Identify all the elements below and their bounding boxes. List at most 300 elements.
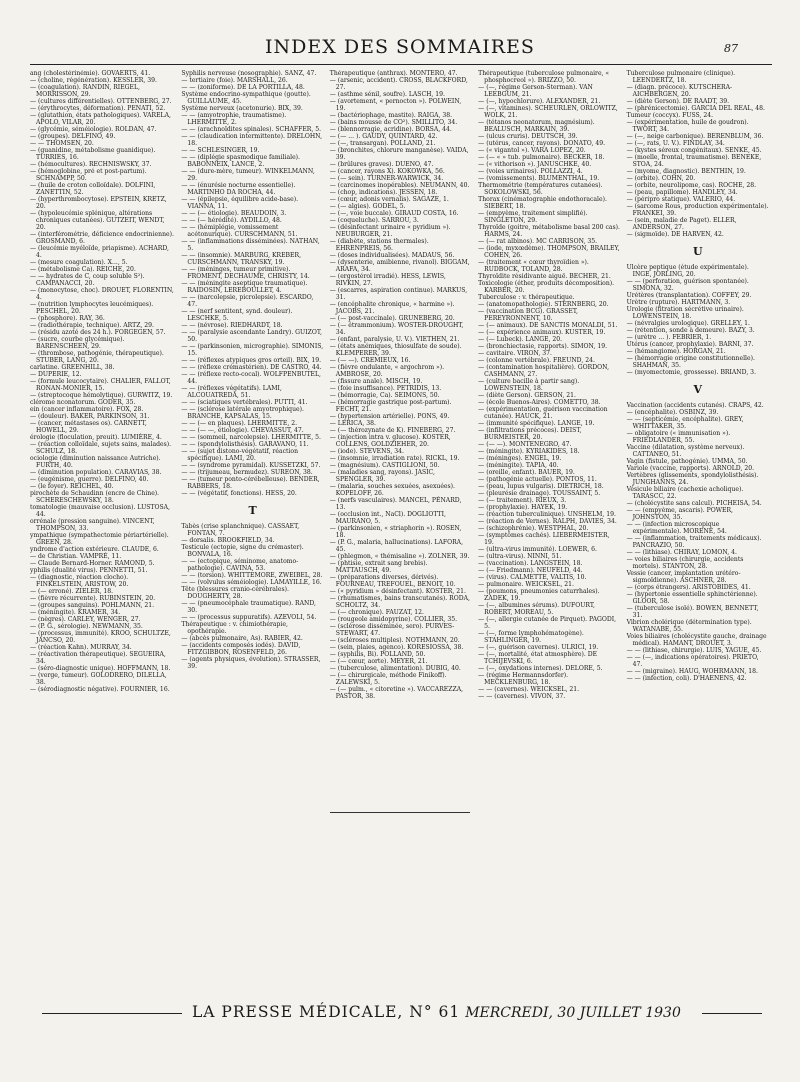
index-entry: — (cancer, métastases os). CARNETT, HOWELL, 29. (30, 420, 147, 434)
index-entry: Tumeur (coccyx). FUSS, 24. (626, 112, 714, 119)
index-entry: — — (insomnie). MARBURG, KREBER, CURSCHMANN, TRANSKY, 19. (181, 252, 302, 266)
index-entry: Toxicologie (éther, produits décomposition). KARBER, 20. (478, 280, 615, 294)
index-entry: Thermométrie (températures cutanées). SOKOLOWSKI, 56. (478, 182, 603, 196)
index-entry: — (hémorragie origine constitutionnelle). SHAHMAN, 35. (626, 355, 755, 369)
index-entry: — — (spondylolisthésis). GARAVANO, 11. (181, 441, 309, 448)
index-entry: — (méningite). KRAMER, 34. (30, 609, 121, 616)
index-entry: — (diète Gerson). GERSON, 21. (478, 392, 576, 399)
index-entry: — (— pulm., « citoretine »). VACCAREZZA, PASTOR, 38. (329, 686, 464, 700)
index-entry: — (douleur). BAKER, PARKINSON, 31. (30, 413, 150, 420)
index-entry: — (arsenic, accident). CROSS, BLACKFORD, 27. (329, 77, 468, 91)
section-letter: T (248, 504, 257, 517)
index-entry: — (érythrocytes, déformation). PENATI, 52. (30, 105, 166, 112)
index-entry: — (P. G., malaria, hallucinations). LAFORA, 45. (329, 539, 464, 553)
index-entry: pirochète de Schaudinn (encre de Chine). SCHERESCHEWSKY, 18. (30, 490, 160, 504)
index-entry: — cavitaire. VIRON, 37. (478, 350, 552, 357)
index-entry: — (—, vitamines). SCHEURLEN, ORLOWITZ, WOLK, 21. (478, 105, 618, 119)
index-entry: — (escarres, aspiration continue). MARKUS, 31. (329, 287, 468, 301)
index-entry: — — (dure-mère, tumeur). WINKELMANN, 29. (181, 168, 315, 182)
index-entry: — (hémoglobine, pré et post-partum). SCHNAMPP, 50. (30, 168, 147, 182)
index-entry: — (chop, indications). JESSEN, 18. (329, 189, 438, 196)
index-entry: — (régime Hermannsdorfer). MECKLENBURG, 18. (478, 672, 569, 686)
footer-rule-right (702, 1013, 762, 1014)
index-entry: — — (tumeur ponto-cérébelleuse). BENDER, RABBERS, 18. (181, 476, 320, 490)
index-column-5 (624, 70, 772, 798)
index-entry: tomatologie (mauvaise occlusion). LUSTOSA, 44. (30, 504, 170, 518)
index-entry: — (formule leucocytaire). CHALIER, FALLOT, RONAN-MONIER, 15. (30, 378, 171, 392)
index-entry: — (contamination hospitalière). GORDON, CASHMANN, 27. (478, 364, 610, 378)
index-entry: — (anatomopathologie). STERNBERG, 20. (478, 301, 609, 308)
index-entry: — (agents physiques, évolution). STRASSER, 39. (181, 656, 321, 670)
index-entry: — (blennorragie, acridine). BORSA, 44. (329, 126, 452, 133)
index-entry: — (— chronique). FAUZAT, 12. (329, 609, 424, 616)
index-entry: — (asthme sénil, soufre). LASCH, 19. (329, 91, 445, 98)
index-entry: — (iode). STEVENS, 34. (329, 448, 404, 455)
index-entry: — — (réflexes végétatifs). LAMI, ALCOUATREDA, 51. (181, 385, 282, 399)
index-entry: — (foie insuffisance). PETRIDIS, 13. (329, 385, 442, 392)
index-entry: — (cultures différentielles). OTTENBERG, 27. (30, 98, 172, 105)
index-entry: — (tuberculose, alimentation). DUBIG, 40. (329, 665, 461, 672)
index-entry: — (syphilis, Bi). POLLAND, 50. (329, 651, 426, 658)
index-entry: — — (septicémie, encéphalite). GREY, WHITTAKER, 35. (626, 416, 744, 430)
index-column-4 (475, 70, 623, 798)
index-entry: — (—, forme lymphohématogène). STAHLINGER, 19. (478, 630, 584, 644)
index-entry: — (expérimentation, huile de goudron). TWORT, 34. (626, 119, 749, 133)
index-entry: — (—, albumines sérums). DUFOURT, ROBERT, MOREAU, 5. (478, 602, 595, 616)
index-entry: — (encéphalite). OSBINZ, 39. (626, 409, 719, 416)
index-entry: Vaccine (dilatation, système nerveux). CATTANEO, 51. (626, 444, 745, 458)
index-entry: — (— —). CREMIEUX, 16. (329, 357, 411, 364)
index-entry: — (rétention, sonde à demeure). BAZY, 3. (626, 327, 755, 334)
index-entry: Tuberculose : v. thérapeutique. (478, 294, 575, 301)
index-entry: — (virus). CALMETTE, VALTIS, 10. (478, 574, 587, 581)
footer-rule-left (42, 1013, 182, 1014)
index-entry: — (— —). MONTENEGRO, 47. (478, 441, 572, 448)
index-entry: — (— post-vaccinale). GRUNEBERG, 20. (329, 315, 455, 322)
index-entry: Vaccination (accidents cutanés). CRAPS, 42. (626, 402, 764, 409)
index-entry: — (— expérience animaux). KUSTER, 19. (478, 329, 606, 336)
index-entry: — — (pneumocéphale traumatique). RAND, 30. (181, 600, 316, 614)
index-entry: — (insomnie, irradiation rate). RICKL, 19. (329, 455, 460, 462)
index-entry: — (traitement « cœur thyroïdien »). RUDBOCK, TOLAND, 28. (478, 259, 589, 273)
index-entry: — (bactériophage, mastite). RAIGA, 38. (329, 112, 453, 119)
index-entry: — (myome, diagnostic). BENTHIN, 19. (626, 168, 746, 175)
index-entry: — tertiaire (foie). MARSHALL, 26. (181, 77, 288, 84)
index-entry: — (doses individualisées). MADAUS, 56. (329, 252, 455, 259)
index-entry: — (verge, tumeur). GOLODRERO, DILELLA, 38. (30, 672, 167, 686)
index-entry: — (fièvre récurrente). RUBINSTEIN, 20. (30, 595, 156, 602)
index-entry: — (tétanos neonatorum, magnésium). BEALUSCH, MARKAIN, 39. (478, 119, 595, 133)
index-entry: — (hémorragie gastrique post-partum). FECHT, 21. (329, 399, 452, 413)
index-entry: orrénale (pression sanguine). VINCENT, THOMPSON, 33. (30, 518, 155, 532)
index-entry: — (moelle, frontal, traumatisme). BENEKE, STOA, 24. (626, 154, 762, 168)
index-entry: — (résidu azoté des 24 h.). FORGEGEN, 57. (30, 329, 166, 336)
index-entry: — (maladies sang, rayons). JASIC, SPENGLER, 39. (329, 469, 435, 483)
index-entry: — — (syndrome pyramidal). KUSSETZKI, 57. (181, 462, 321, 469)
index-entry: — (guanidine, métabolisme guanidique). TURRIES, 16. (30, 147, 156, 161)
section-divider (330, 812, 470, 813)
index-entry: — (sclérose disséminée, sero). PURVES-STEWART, 47. (329, 623, 455, 637)
index-entry: — — (énurésie nocturne essentielle). MARTINHO DA ROCHA, 44. (181, 182, 296, 196)
index-entry: — (iode, myxœdème). THOMPSON, BRAILEY, COHEN, 26. (478, 245, 620, 259)
index-entry: Urètre (rupture). HARTMANN, 3. (626, 299, 731, 306)
index-entry: — (« vigantol »). VARA LOPEZ, 20. (478, 147, 586, 154)
index-entry: ein (cancer inflammatoire). FOX, 28. (30, 406, 144, 413)
index-entry: — (hémorragie, Ca). SEIMONS, 50. (329, 392, 440, 399)
index-entry: — — (volvulus séméiologie). LAMAYILLE, 16. (181, 579, 322, 586)
page-header (0, 34, 800, 64)
index-entry: Vésicule biliaire (cachexie acholique). TARASCC, 22. (626, 486, 744, 500)
index-entry: Urétères (transplantation). COFFEY, 29. (626, 292, 752, 299)
index-entry: — (« pyridium » désinfectant). KOSTER, 21. (329, 588, 466, 595)
index-entry: — (états anémiques, thiosulfate de soude). KLEMPERER, 39. (329, 343, 462, 357)
index-entry: — (—, régime Gerson-Sterman). VAN LEEBGUM, 21. (478, 84, 593, 98)
index-entry: — — (sciatiques vertébrales). PUTTI, 41. (181, 399, 308, 406)
index-entry: — (séro-diagnostic unique). HOFFMANN, 18. (30, 665, 171, 672)
index-entry: — (— « » tub. pulmonaire). BECKER, 18. (478, 154, 605, 161)
index-entry: — (coqueluche). SARROU, 3. (329, 217, 419, 224)
index-entry: — (fissure anale). MISCH, 19. (329, 378, 423, 385)
index-entry: — (injection intra v. glucose). KOSTER, COLLENS, GOLDZIEHER, 20. (329, 434, 451, 448)
index-entry: — (occlusion int., NaCl). DOGLIOTTI, MAURANO, 5. (329, 511, 446, 525)
index-columns (30, 70, 772, 798)
index-entry: — — (hémiplégie, vomissement acétonurique). CURSCHMANN, 51. (181, 224, 298, 238)
index-entry: — (—, neige carbonique). BERENBLUM, 36. (626, 133, 764, 140)
index-entry: — — (sommeil, narcolepsie). LHERMITTE, 5. (181, 434, 321, 441)
index-entry: — (mesure coagulation). X..., 5. (30, 259, 128, 266)
index-entry: — (tuberculose isolé). BOWEN, BENNETT, 31. (626, 605, 759, 619)
index-entry: — (vaccination BCG). GRASSET, PEREYRONNENT, 10. (478, 308, 578, 322)
index-entry: — (expérimentation, guérison vaccination cutanée). HAUCK, 21. (478, 406, 608, 420)
index-entry: — (— ... ). GAUDY, QUINTARD, 42. (329, 133, 438, 140)
index-entry: — — (torsion). WHITTEMORE, ZWEIBEL, 28. (181, 572, 323, 579)
index-entry: — (empyème, traitement simplifié). SINGLETON, 29. (478, 210, 588, 224)
section-letter: V (693, 383, 703, 396)
index-entry: — pulmonaire. WEICKSEL, 21. (478, 581, 574, 588)
index-entry: — — THOMSEN, 20. (30, 140, 94, 147)
index-entry: — (— étrammonium). WOSTER-DROUGHT, 34. (329, 322, 464, 336)
index-entry: — (—, voie buccale). GIRAUD COSTA, 16. (329, 210, 459, 217)
index-entry: ympathique (sympathectomie périartérielle). GREEN, 28. (30, 532, 169, 546)
index-entry: — (monocytose, choc). DROUET, FLORENTIN, 4. (30, 287, 174, 301)
index-entry: — (voies urinaires). POLLAZZI, 4. (478, 168, 583, 175)
index-entry: — (avortement, « pernocton »). POLWEIN, 19. (329, 98, 462, 112)
index-entry: — — (arachnoïdites spinales). SCHAFFER, 5. (181, 126, 322, 133)
index-entry: — (malaria, souches sexuées, asexuées). KOPELOFF, 26. (329, 483, 455, 497)
index-column-2 (178, 70, 326, 798)
index-entry: Voies biliaires (cholécystite gauche, drainage médical). HAMANT, DROUET, 3. (626, 633, 767, 647)
index-entry: ang (cholestérinémie). GOVAERTS, 41. (30, 70, 151, 77)
index-entry: — (groupes sanguins). POHLMANN, 21. (30, 602, 155, 609)
index-entry: — (diagnostic, réaction clocho). FINKELSTEIN, ARISTOW, 20. (30, 574, 129, 588)
index-entry: Tête (blessures cranio-cérébrales). DOUGHERTY, 28. (181, 586, 289, 600)
index-entry: — (—, guérison cavernes). ULRICI, 19. (478, 644, 599, 651)
index-entry: — — (diplégie spasmodique familiale). BABONNEIX, LANCE, 2. (181, 154, 300, 168)
index-entry: — (—, rats, U. V.). FINDLAY, 34. (626, 140, 725, 147)
index-entry: — — (— étiologie). BEAUDOIN, 3. (181, 210, 287, 217)
index-entry: — (sérodiagnostic négative). FOURNIER, 16. (30, 686, 170, 693)
index-entry: — (schizophrénie). WESTPHAL, 20. (478, 525, 589, 532)
index-entry: — (hémocultures). RECHNISWSKY, 37. (30, 161, 152, 168)
index-entry: — (oreille, enfant). BAUER, 19. (478, 469, 575, 476)
index-entry: — (bronchites, chlorure manganèse). VAIDA, 39. (329, 147, 469, 161)
index-entry: — (magnésium). CASTIGLIONI, 50. (329, 462, 440, 469)
index-entry: — — hydrates de C, coup soluble S²). CAMPANACCI, 20. (30, 273, 145, 287)
index-entry: — — (sclérose latérale amyotrophique). BRANCHE, KAPSALAS, 15. (181, 406, 304, 420)
index-entry: Utérus (cancer, prophylaxie). BARNI, 37. (626, 341, 754, 348)
index-entry: — (sigmoïde). DE HARVEN, 42. (626, 231, 724, 238)
index-entry: — dorsalis. BROOKFIELD, 34. (181, 537, 275, 544)
index-entry: — (symptômes cachés). LIEBERMEISTER, 19. (478, 532, 610, 546)
index-entry: Vessie (cancer, implantation urétéro-sigmoïdienne). ASCHNER, 28. (626, 570, 741, 584)
index-entry: — (ulcus cruris). DEUTSCH, 39. (478, 133, 578, 140)
index-entry: — (hypertension artérielle). PONS, 49. (329, 413, 450, 420)
index-entry: — (urètre ... ). FEBRIER, 1. (626, 334, 712, 341)
index-entry: — — (névrose). RIEDHARDT, 18. (181, 322, 283, 329)
index-entry: — (névralgies urologique). GRELLEY, 1. (626, 320, 750, 327)
index-entry: — — (infection, coli). D'HAENENS, 42. (626, 675, 747, 682)
index-entry: — (enfant, paralysie, U. V.). VIETHEN, 21. (329, 336, 460, 343)
index-entry: — (diminution population). CARAVIAS, 38. (30, 469, 162, 476)
index-entry: Vagin (fistule, pathogénie). UMMA, 50. (626, 458, 748, 465)
index-entry: — (vomissements). BLUMENTHAL, 19. (478, 175, 600, 182)
index-entry: — (rhumatismes, bains transcutanés). RODA, SCHOLTZ, 34. (329, 595, 470, 609)
index-entry: — (glycémie, séméiologie). ROLDAN, 47. (30, 126, 157, 133)
index-entry: — (coagulation). RANDIN, RIEGEL, MORRISSON, 29. (30, 84, 140, 98)
index-entry: — (— chirurgicale, méthode Finikoff). ZALEWSKI, 5. (329, 672, 447, 686)
index-entry: — — (trijumeau, bermudez). SUREON, 38. (181, 469, 313, 476)
index-entry: — — (— en plaques). LHERMITTE, 2. (181, 420, 298, 427)
index-entry: — (fièvre ondulante, « argochrom »). AMBROSE, 20. (329, 364, 445, 378)
index-column-1 (30, 70, 178, 798)
index-entry: Thyroïdite résidivante aiguë. BECHER, 21. (478, 273, 611, 280)
index-entry: — DUPERIE, 12. (30, 371, 82, 378)
index-entry: — — (infection microscopique expérimentale). MORENE, 54. (626, 521, 727, 535)
index-entry: — (réactivation thérapeutique). SEGUEIRA, 34. (30, 651, 166, 665)
index-entry: — (—, mortalité, état atmosphère). DE TCHIJEVSKI, 6. (478, 651, 598, 665)
index-entry: — — (cavernes). WEICKSEL, 21. (478, 686, 580, 693)
index-entry: Variole (vaccine, rapports). ARNOLD, 20. (626, 465, 755, 472)
index-entry: — (cholécystite sans calcul). PICHEISA, 54. (626, 500, 762, 507)
index-entry: — (huile de croton colloïdale). DOLFINI, ZANETTIN, 52. (30, 182, 156, 196)
index-entry: — — (lithiase, chirurgie). LUIS, YAGUE, 45. (626, 647, 762, 654)
index-entry: — (diagn. précoce). KUTSCHERA-AICHBERGEN, 20. (626, 84, 733, 98)
index-entry: — (cœur, adonis vernalis). SAGAZE, 1. (329, 196, 449, 203)
index-entry: — (méninges). ENGEL, 19. (478, 455, 562, 462)
index-entry: — (glutathion, états pathologiques). VARELA, APOLO, VILAR, 20. (30, 112, 171, 126)
index-entry: — (phosphore). RAY, 36. (30, 315, 105, 322)
index-entry: — (—, allergie cutanée de Pirquet). PAGODI, 5. (478, 616, 617, 630)
index-entry: — (préparations diverses, dérivés). FOURNEAU, TREFOUEL, BENOIT, 10. (329, 574, 456, 588)
index-entry: — (infiltrations précoces). DEIST, BURMEISTER, 20. (478, 427, 582, 441)
index-entry: — — (perforation, guérison spontanée). SIMONA, 32. (626, 278, 749, 292)
index-entry: — obligatoire (« immunisation »). FRIEDLANDER, 55. (626, 430, 731, 444)
index-entry: — — (réflexes atypiques gros orteil). BIX, 19. (181, 357, 322, 364)
index-entry: — (kystes séreux congénitaux). SENKE, 45. (626, 147, 762, 154)
footer-text (192, 1003, 692, 1021)
index-entry: — (processus, immunité). KROO, SCHULTZE, JANCSO, 20. (30, 630, 171, 644)
index-entry: — (— cœur, aorte). MEYER, 21. (329, 658, 428, 665)
index-entry: — (streptocoque hémolytique). GURWITZ, 19. (30, 392, 173, 399)
index-entry: — (interférométrie, déficience endocrinienne). GROSMAND, 6. (30, 231, 174, 245)
index-entry: — (hypoleucémie splénique, altérations chroniques cutanées). GUTZEIT, WENDT, 20. (30, 210, 165, 231)
index-entry: — Claude Bernard-Horner. RAMOND, 5. (30, 560, 155, 567)
index-entry: — (péripro statique). VALERIO, 44. (626, 196, 736, 203)
index-entry: — (brûlures graves). DUENO, 47. (329, 161, 434, 168)
index-entry: — — (végétatif, fonctions). HESS, 20. (181, 490, 297, 497)
index-entry: — (désinfectant urinaire « pyridium »). NEUBURGER, 21. (329, 224, 451, 238)
issue-date: MERCREDI, 30 JUILLET 1930 (465, 1005, 681, 1021)
index-entry: — (orbite, neurolipome, cas). ROCHE, 28. (626, 182, 757, 189)
index-entry: Urologie (fitration sécrétive urinaire). LOWENSTEIN, 18. (626, 306, 744, 320)
journal-name: LA PRESSE MÉDICALE, N° 61 (192, 1003, 461, 1021)
index-entry: ociologie (diminution naissance Autriche). FURTH, 40. (30, 455, 161, 469)
index-entry: — (hyperthrombocytose). EPSTEIN, KRETZ, 20. (30, 196, 167, 210)
index-entry: Thorax (cinématographie endothoracale). SIEBERT, 18. (478, 196, 607, 210)
index-entry: — (le foyer). REICHEL, 40. (30, 483, 114, 490)
index-entry: — (bronchiectasie, rapports). SIMON, 19. (478, 343, 608, 350)
index-entry: — (« vithorison »). JANUSCHKE, 40. (478, 161, 592, 168)
index-entry: — (encéphalite chronique, « harmine »). JACOBS, 21. (329, 301, 455, 315)
index-entry: Thyroïde (goitre, métabolisme basal 200 cas). HARMS, 24. (478, 224, 620, 238)
index-entry: — (abcès pulmonaire, As). RABIER, 42. (181, 635, 303, 642)
index-entry: — — (— hérédité). AYDILLO, 48. (181, 217, 282, 224)
index-entry: — (métabolisme Ca). REICHE, 20. (30, 266, 136, 273)
index-entry: — (nègres). CARLEY, WENGER, 27. (30, 616, 141, 623)
index-entry: — (— Friedmann). NEUFELD, 44. (478, 567, 583, 574)
index-entry: — de Christian. VAMPRÉ, 11. (30, 553, 122, 560)
index-entry: — (corps étrangers). ARISTOBIDES, 41. (626, 584, 751, 591)
index-entry: — (sarcome Rous, production expérimentale). FRANKEI, 39. (626, 203, 769, 217)
index-entry: — (leucémie myéloïde, priapisme). ACHARD, 4. (30, 245, 169, 259)
index-entry: — (immunité spécifique). LANGE, 19. (478, 420, 595, 427)
index-entry: — (diète Gerson). DE RAADT, 39. (626, 98, 730, 105)
index-entry: Vertèbres (glissements, spondylolisthésis). JUNGHANNS, 24. (626, 472, 759, 486)
page-title: INDEX DES SOMMAIRES (265, 36, 535, 58)
index-entry: érologie (floculation, preuit). LUMIÈRE, 4. (30, 434, 162, 441)
index-entry: — — (méninges, tumeur primitive). FROMENT, DECHAUME, CHRISTY, 14. (181, 266, 310, 280)
index-entry: — — (claudication intermittente). DRELOHN, 18. (181, 133, 323, 147)
index-entry: — (nutrition lymphocytes leucémiques). PESCHEL, 20. (30, 301, 154, 315)
index-entry: — (phtisie, extrait sang brebis). MATTAUSCH, 49. (329, 560, 428, 574)
index-entry: — — (réflexe recto-cocal). WOLFPENBUTEL, 44. (181, 371, 321, 385)
index-entry: Vibrion cholérique (détermination type). WATANABE, 55. (626, 619, 752, 633)
index-entry: — LERICA, 38. (329, 420, 376, 427)
index-entry: — (poumons, pneumonies caturrhales). ZADEK, 19. (478, 588, 600, 602)
index-entry: — (dysenterie, amibienne, rivanol). BIGGAM, ARAFA, 34. (329, 259, 470, 273)
index-entry: Syphilis nerveuse (nosographie). SANZ, 47. (181, 70, 317, 77)
index-entry: — (colonne vertébrale). FREUND, 24. (478, 357, 595, 364)
index-entry: yndrome d'action extérieure. CLAUDE, 6. (30, 546, 159, 553)
index-entry: — (vaccination). LANGSTEIN, 18. (478, 560, 583, 567)
index-entry: Système endocrino-sympathique (goutte). GUILLAUME, 45. (181, 91, 311, 105)
index-entry: — — (narcolepsie, picrolepsie). ESCARDO, 47. (181, 294, 314, 308)
index-entry: — — (zoniforme). DE LA PORTILLA, 48. (181, 84, 305, 91)
index-entry: — (prophylaxie). HAYEK, 19. (478, 504, 568, 511)
header-rule (30, 64, 772, 65)
index-entry: — (pleurésie drainage). TOUSSAINT, 5. (478, 490, 601, 497)
index-entry: — (phrénicectomie). GARCIA DEL REAL, 48. (626, 105, 765, 112)
index-entry: — (sucre, courbe glycémique). BARENSCHEEN, 29. (30, 336, 125, 350)
index-entry: — (P. G., sérologie). NEWMANN, 35. (30, 623, 143, 630)
index-entry: Tabès (crise splanchnique). CASSAET, FONTAN, 7. (181, 523, 300, 537)
index-entry: — (choline, régénération). KESSLER, 39. (30, 77, 157, 84)
page-footer (42, 1003, 762, 1043)
index-entry: — (eugénisme, guerre). DELFINO, 40. (30, 476, 149, 483)
index-entry: — (réaction tuberculinique). UNSHELM, 19. (478, 511, 616, 518)
index-entry: — — (paralysie ascendante Landry). GUIZOT, 50. (181, 329, 322, 343)
index-entry: — (scléroses multiples). NOTHMANN, 20. (329, 637, 460, 644)
index-entry: carlatine. GREENHILL, 38. (30, 364, 115, 371)
index-entry: — (phlegmon, « thémisaline »). ZOLNER, 39. (329, 553, 470, 560)
index-entry: — — (amyotrophie, traumatisme). LHERMITTE, 2. (181, 112, 287, 126)
index-entry: — — (sujet distono-végétatif, réaction spécifique). LAMI, 20. (181, 448, 299, 462)
index-entry: — — (parkinsonien, micrographie). SIMONIS, 15. (181, 343, 324, 357)
index-entry: — (— rat albinos). MC CARRISON, 35. (478, 238, 598, 245)
index-entry: — (méningite). TAPIA, 40. (478, 462, 559, 469)
index-entry: — (peau, papillome). HANDLEY, 34. (626, 189, 738, 196)
index-column-3 (327, 70, 475, 798)
index-entry: — (méningite). KYRIAKIDES, 18. (478, 448, 580, 455)
index-entry: — (peau, lupus vulgaris). DIETRICH, 18. (478, 483, 604, 490)
page-number: 87 (724, 42, 738, 55)
index-entry: Tuberculose pulmonaire (clinique). LEENDERTZ, 18. (626, 70, 736, 84)
index-entry: — (— Lubeck). LANGE, 20. (478, 336, 563, 343)
index-entry: yphilis (dualité virus). PENNETTI, 51. (30, 567, 148, 574)
index-entry: — — (—, indications opératoires). PRIETO, 47. (626, 654, 759, 668)
index-entry: — — (épilepsie, équilibre acide-base). VIANNA, 11. (181, 196, 299, 210)
index-entry: — (sein, plaies, agenco). KORESIOSSA, 38. (329, 644, 464, 651)
index-entry: — — (cavernes). VIVON, 37. (478, 693, 566, 700)
index-entry: — (culture bacille à partir sang). LOWENSTEIN, 18. (478, 378, 580, 392)
index-entry: — (pathogénie actuelle). PONTOS, 11. (478, 476, 597, 483)
index-entry: — (sein, maladie de Paget). ELLER, ANDERSON, 27. (626, 217, 737, 231)
index-entry: — (rougeole amidopyrine). COLLIER, 35. (329, 616, 458, 623)
index-entry: — (réaction de Vernes). RALPH, DAVIES, 34. (478, 518, 617, 525)
index-entry: — (réaction Kahn). MURRAY, 34. (30, 644, 132, 651)
index-entry: — (diabète, stations thermales). EHRENPREIS, 56. (329, 238, 429, 252)
index-entry: — — (réflexe crémastérien). DE CASTRO, 44. (181, 364, 322, 371)
index-entry: — — (méningite aseptique traumatique). RAIDOSIN, LEREBOULLET, 4. (181, 280, 308, 294)
index-entry: — (orbite). COHN, 20. (626, 175, 696, 182)
index-entry: — — (nerf sentitent, synd. douleur). LESCHKE, 5. (181, 308, 293, 322)
index-entry: — (thrombose, pathogénie, thérapeutique). STUBER, LANG, 20. (30, 350, 164, 364)
index-entry: clérome nconatorum. GODER, 35. (30, 399, 136, 406)
index-entry: — (accidents composés iodés). DAVID, FITZGIBBON, ROSENFELD, 26. (181, 642, 301, 656)
index-entry: Système nerveux (acetonurie). BIX, 39. (181, 105, 303, 112)
index-entry: — (— thérozynate de K). FINEBERG, 27. (329, 427, 456, 434)
index-entry: — — (ectopique, séminome, anatomo-pathologie). CAVINA, 53. (181, 558, 299, 572)
index-entry: — — (migraine). HAUG, WOHRMANN, 18. (626, 668, 758, 675)
index-entry: — (groupes). DELFINO, 49. (30, 133, 116, 140)
index-entry: — (ergostérol irradié). HESS, LEWIS, RIVKIN, 27. (329, 273, 446, 287)
index-entry: — (— animaux). DE SANCTIS MONALDI, 51. (478, 322, 618, 329)
index-entry: — — (empyème, ascaris). POWER, JOHNSTON, 35. (626, 507, 733, 521)
index-entry: — (nerfs vasculaires). MANCEL, PÉNARD, 13. (329, 497, 462, 511)
index-entry: — — (inflammations disséminées). NATHAN, 5. (181, 238, 320, 252)
index-entry: — (— sein). TURNER-WARWICK, 34. (329, 175, 444, 182)
index-entry: — — (inflammation, traitements médicaux). PANCRAZIO, 50. (626, 535, 762, 549)
index-entry: — (— erroné). ZIELER, 18. (30, 588, 114, 595)
index-entry: — (bains mousse de CO²). SMILLITO, 34. (329, 119, 458, 126)
index-entry: — — (processus suppuratifs). AZEVOLI, 54. (181, 614, 317, 621)
index-entry: — (cancer, rayons X). KOKOWKA, 56. (329, 168, 445, 175)
index-entry: — (hémangiome). HORGAN, 21. (626, 348, 726, 355)
index-entry: Thérapeutique (tuberculose pulmonaire, « phosphocreol »). BRIZZO, 50. (478, 70, 610, 84)
index-entry: — (hypertonie essentielle sphinctérienne). GLOOR, 58. (626, 591, 758, 605)
index-entry: — (—, transargan). POLLAND, 21. (329, 140, 436, 147)
index-entry: — voies biliaires (chirurgie, accidents mortels). STANTON, 28. (626, 556, 744, 570)
